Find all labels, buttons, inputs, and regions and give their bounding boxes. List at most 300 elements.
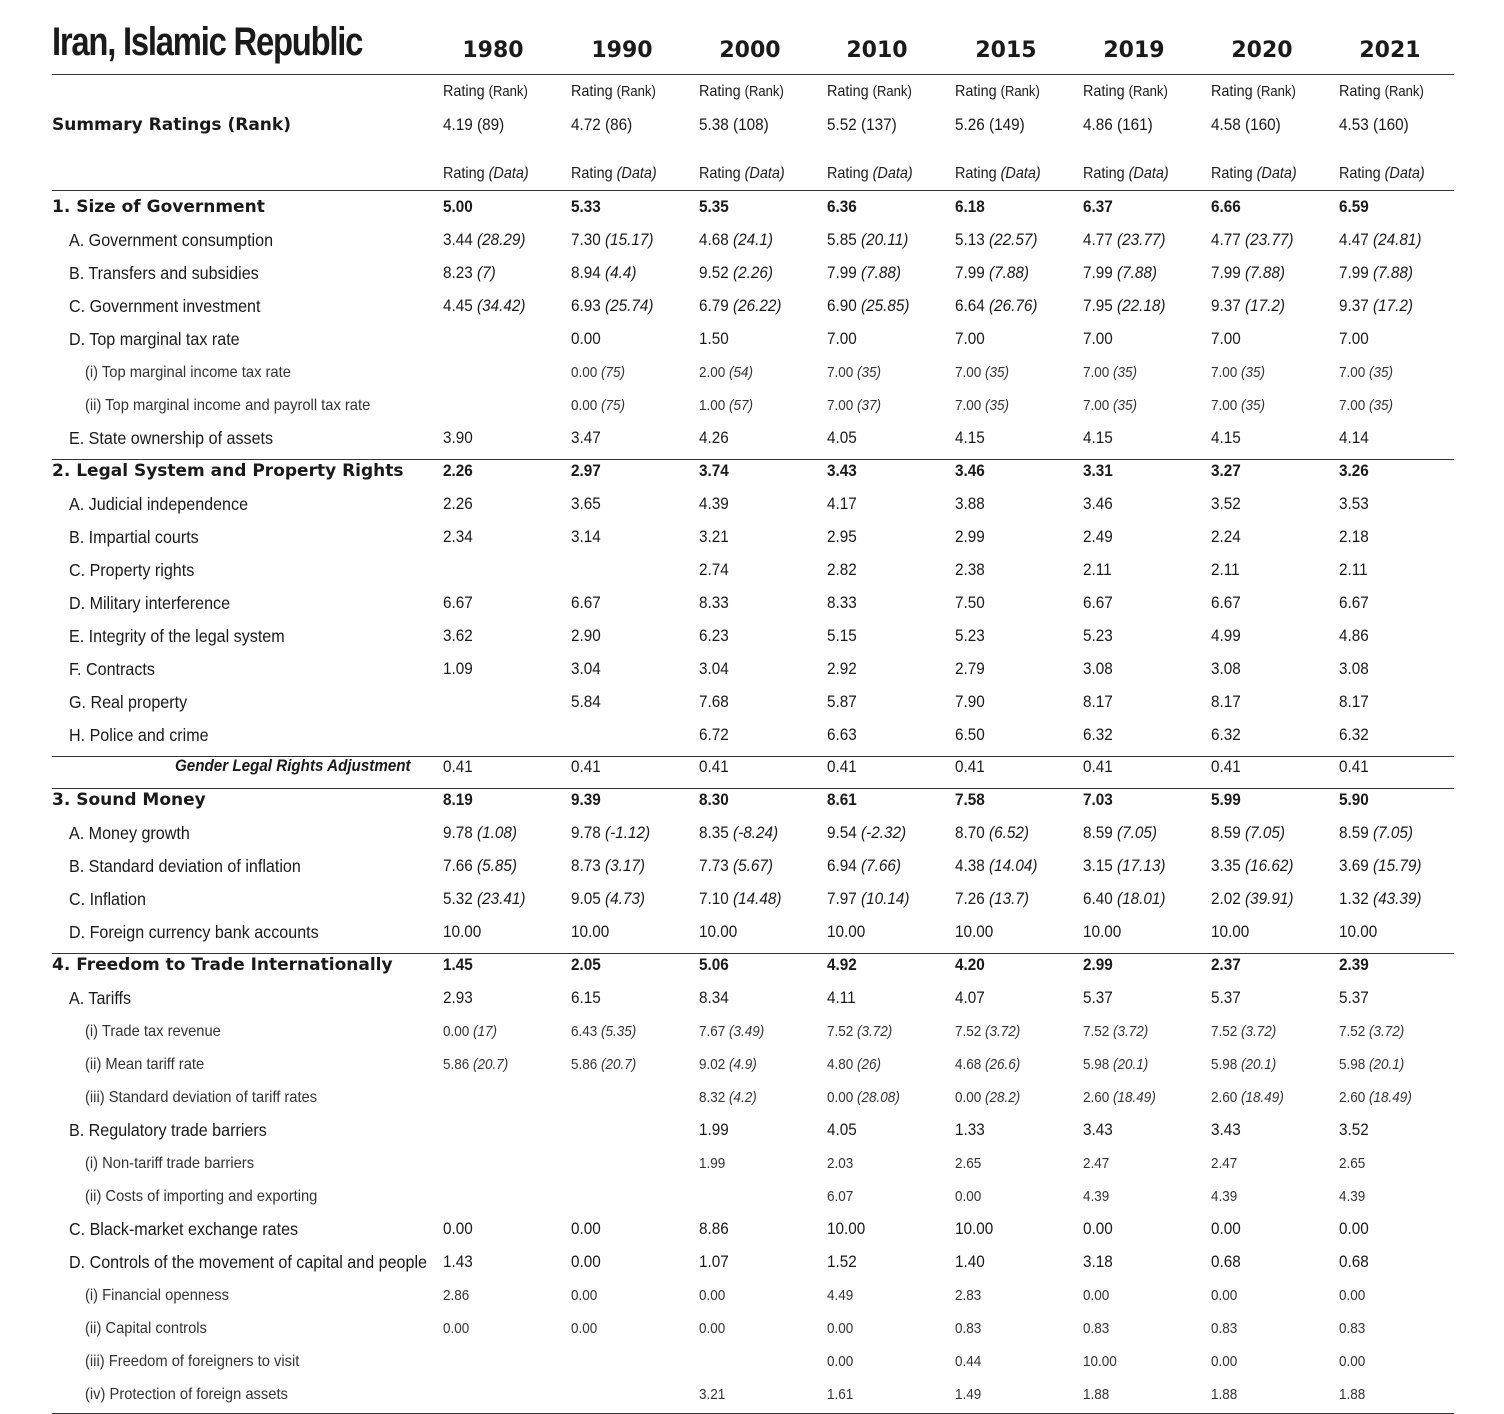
rating-value: 2.86 xyxy=(443,1287,470,1304)
rating-value: 0.00 xyxy=(699,1287,726,1304)
rating-value: 5.37 xyxy=(1211,988,1241,1007)
row-value xyxy=(955,263,1029,283)
rating-value: 0.41 xyxy=(955,757,985,776)
row-label: A. Tariffs xyxy=(69,988,132,1008)
rating-value: 1.45 xyxy=(443,955,473,974)
year-header: 2021 xyxy=(1359,38,1421,63)
summary-rank: (108) xyxy=(733,115,769,134)
rating-value: 6.72 xyxy=(699,725,729,744)
rating-value: 0.00 xyxy=(827,1353,854,1370)
rating-value: 0.68 xyxy=(1211,1252,1241,1271)
rating-value: 10.00 xyxy=(955,922,994,941)
rating-value: 0.41 xyxy=(1083,757,1113,776)
row-value xyxy=(443,922,481,942)
row-value xyxy=(443,1252,473,1272)
row-value xyxy=(571,790,601,810)
row-value xyxy=(955,889,1029,909)
row-value xyxy=(827,230,908,250)
rating-value: 8.17 xyxy=(1083,692,1113,711)
rating-value: 3.65 xyxy=(571,494,601,513)
data-value: (57) xyxy=(729,397,754,414)
row-value xyxy=(1339,692,1369,712)
row-value xyxy=(699,230,773,250)
data-value: (7.88) xyxy=(1373,263,1414,282)
row-value xyxy=(1211,230,1294,250)
row-value xyxy=(827,757,857,777)
rating-value: 0.00 xyxy=(1339,1219,1369,1238)
rating-value: 6.37 xyxy=(1083,197,1113,216)
row-label: (ii) Mean tariff rate xyxy=(85,1056,205,1073)
rating-value: 1.61 xyxy=(827,1386,854,1403)
rank-label: (Rank) xyxy=(488,84,528,100)
data-value: (18.01) xyxy=(1117,889,1166,908)
data-value: (3.72) xyxy=(1241,1023,1277,1040)
rating-value: 9.37 xyxy=(1339,296,1369,315)
row-value xyxy=(1339,1120,1369,1140)
rating-value: 5.33 xyxy=(571,197,601,216)
rating-value: 3.43 xyxy=(1083,1120,1113,1139)
row-value xyxy=(699,692,729,712)
row-value xyxy=(1339,889,1422,909)
data-value: (20.1) xyxy=(1241,1056,1277,1073)
row-value xyxy=(827,1023,892,1040)
data-value: (17.13) xyxy=(1117,856,1166,875)
rank-label: (Rank) xyxy=(1256,84,1296,100)
rating-value: 3.26 xyxy=(1339,461,1369,480)
data-value: (3.17) xyxy=(605,856,646,875)
row-value xyxy=(571,955,601,975)
rating-value: 3.46 xyxy=(1083,494,1113,513)
row-value xyxy=(827,659,857,679)
rating-value: 6.67 xyxy=(1083,593,1113,612)
rating-value: 5.06 xyxy=(699,955,729,974)
row-value xyxy=(443,263,496,283)
rating-value: 5.84 xyxy=(571,692,601,711)
row-value xyxy=(699,593,729,613)
rating-data-header xyxy=(571,165,657,183)
row-value xyxy=(1083,1089,1156,1106)
row-value xyxy=(955,428,985,448)
rating-value: 2.03 xyxy=(827,1155,854,1172)
rating-label: Rating xyxy=(827,165,869,182)
rating-value: 8.34 xyxy=(699,988,729,1007)
rating-label: Rating xyxy=(1339,165,1381,182)
rating-value: 0.68 xyxy=(1339,1252,1369,1271)
data-value: (20.11) xyxy=(861,230,909,249)
rating-rank-header xyxy=(827,83,912,101)
rating-value: 4.38 xyxy=(955,856,985,875)
data-value: (4.4) xyxy=(605,263,637,282)
row-value xyxy=(827,1353,853,1370)
rating-value: 5.98 xyxy=(1339,1056,1366,1073)
row-label: Gender Legal Rights Adjustment xyxy=(175,757,411,775)
divider-line xyxy=(52,459,1454,460)
row-value xyxy=(1339,263,1413,283)
row-value xyxy=(1211,428,1241,448)
data-value: (20.1) xyxy=(1369,1056,1405,1073)
rank-label: (Rank) xyxy=(1000,84,1040,100)
row-label: (iii) Standard deviation of tariff rates xyxy=(85,1089,318,1106)
rating-value: 1.00 xyxy=(699,397,726,414)
row-value xyxy=(955,397,1009,414)
rating-value: 5.23 xyxy=(955,626,985,645)
rating-value: 8.59 xyxy=(1211,823,1241,842)
rating-value: 7.99 xyxy=(955,263,985,282)
row-value xyxy=(1083,955,1113,975)
row-value xyxy=(827,1386,853,1403)
row-value xyxy=(955,1386,981,1403)
rating-value: 3.47 xyxy=(571,428,601,447)
rating-value: 2.34 xyxy=(443,527,473,546)
rating-value: 1.99 xyxy=(699,1120,729,1139)
summary-value xyxy=(1083,115,1153,135)
rating-value: 5.86 xyxy=(443,1056,470,1073)
row-value xyxy=(1211,725,1241,745)
row-value xyxy=(443,823,517,843)
rating-value: 0.83 xyxy=(955,1320,982,1337)
row-value xyxy=(1083,1219,1113,1239)
rating-value: 10.00 xyxy=(955,1219,994,1238)
rating-value: 1.50 xyxy=(699,329,729,348)
rating-value: 3.08 xyxy=(1339,659,1369,678)
year-header: 1980 xyxy=(462,38,524,63)
summary-rank: (161) xyxy=(1117,115,1153,134)
rating-value: 0.41 xyxy=(827,757,857,776)
row-value xyxy=(1339,461,1369,481)
row-value xyxy=(443,856,517,876)
row-value xyxy=(1339,1386,1365,1403)
row-label: (i) Top marginal income tax rate xyxy=(85,364,291,381)
year-header: 2019 xyxy=(1103,38,1165,63)
rating-value: 6.50 xyxy=(955,725,985,744)
rating-value: 8.86 xyxy=(699,1219,729,1238)
row-value xyxy=(699,1023,764,1040)
rating-value: 6.43 xyxy=(571,1023,598,1040)
row-value xyxy=(827,461,857,481)
divider-line xyxy=(52,788,1454,789)
row-value xyxy=(1083,263,1157,283)
rating-value: 2.11 xyxy=(1211,560,1240,579)
rating-value: 2.83 xyxy=(955,1287,982,1304)
rating-value: 2.00 xyxy=(699,364,726,381)
rating-value: 3.69 xyxy=(1339,856,1369,875)
row-value xyxy=(955,725,985,745)
rating-value: 4.39 xyxy=(699,494,729,513)
rating-value: 2.47 xyxy=(1211,1155,1238,1172)
rating-value: 5.98 xyxy=(1083,1056,1110,1073)
data-value: (43.39) xyxy=(1373,889,1422,908)
rating-value: 7.00 xyxy=(1083,397,1110,414)
rating-value: 7.73 xyxy=(699,856,729,875)
row-value xyxy=(1339,757,1369,777)
row-value xyxy=(443,428,473,448)
row-value xyxy=(955,1353,981,1370)
row-value xyxy=(1339,1353,1365,1370)
row-value xyxy=(571,988,601,1008)
data-value: (3.72) xyxy=(1113,1023,1149,1040)
row-value xyxy=(955,329,985,349)
row-value xyxy=(827,1089,900,1106)
row-value xyxy=(571,329,601,349)
row-value xyxy=(1339,955,1369,975)
rating-value: 4.68 xyxy=(955,1056,982,1073)
summary-value xyxy=(443,115,504,135)
rating-value: 7.99 xyxy=(1083,263,1113,282)
row-value xyxy=(699,1252,729,1272)
rating-value: 9.02 xyxy=(699,1056,726,1073)
rating-value: 0.00 xyxy=(443,1219,473,1238)
row-value xyxy=(955,626,985,646)
data-value: (14.48) xyxy=(733,889,782,908)
rating-value: 9.37 xyxy=(1211,296,1241,315)
data-label: (Data) xyxy=(1384,165,1425,182)
rating-value: 8.59 xyxy=(1339,823,1369,842)
row-value xyxy=(1339,494,1369,514)
rating-value: 8.17 xyxy=(1339,692,1369,711)
rating-value: 0.41 xyxy=(1211,757,1241,776)
rating-value: 3.08 xyxy=(1211,659,1241,678)
data-value: (17) xyxy=(473,1023,498,1040)
row-value xyxy=(571,296,654,316)
row-value xyxy=(571,1252,601,1272)
row-value xyxy=(1211,790,1241,810)
data-value: (18.49) xyxy=(1113,1089,1156,1106)
data-value: (7.66) xyxy=(861,856,902,875)
rating-value: 3.52 xyxy=(1211,494,1241,513)
rating-data-header xyxy=(1211,165,1297,183)
data-value: (-1.12) xyxy=(605,823,651,842)
rating-label: Rating xyxy=(699,83,741,100)
row-value xyxy=(571,1023,636,1040)
data-value: (35) xyxy=(985,397,1010,414)
summary-value xyxy=(699,115,769,135)
data-label: (Data) xyxy=(1128,165,1169,182)
rating-value: 0.00 xyxy=(1211,1219,1241,1238)
data-value: (15.79) xyxy=(1373,856,1422,875)
row-label: B. Regulatory trade barriers xyxy=(69,1120,267,1140)
rating-data-header xyxy=(699,165,785,183)
rating-value: 3.74 xyxy=(699,461,729,480)
year-header: 2020 xyxy=(1231,38,1293,63)
rating-value: 3.15 xyxy=(1083,856,1113,875)
rating-value: 4.86 xyxy=(1339,626,1369,645)
row-value xyxy=(1211,1219,1241,1239)
row-value xyxy=(1083,1287,1109,1304)
row-value xyxy=(955,560,985,580)
data-value: (35) xyxy=(1369,397,1394,414)
summary-rating: 4.86 xyxy=(1083,115,1113,134)
row-value xyxy=(699,560,729,580)
row-value xyxy=(1339,823,1413,843)
row-value xyxy=(1211,364,1265,381)
rating-value: 4.39 xyxy=(1083,1188,1110,1205)
rank-label: (Rank) xyxy=(744,84,784,100)
row-value xyxy=(1339,560,1368,580)
row-value xyxy=(955,593,985,613)
row-label: G. Real property xyxy=(69,692,188,712)
rating-data-header xyxy=(1083,165,1169,183)
data-value: (20.1) xyxy=(1113,1056,1149,1073)
row-value xyxy=(1339,626,1369,646)
rating-value: 6.15 xyxy=(571,988,601,1007)
rating-value: 6.63 xyxy=(827,725,857,744)
row-value xyxy=(1083,593,1113,613)
row-value xyxy=(955,1287,981,1304)
rating-value: 7.52 xyxy=(1339,1023,1366,1040)
rating-value: 5.37 xyxy=(1083,988,1113,1007)
rating-value: 0.00 xyxy=(443,1023,470,1040)
data-value: (7.88) xyxy=(861,263,902,282)
rating-value: 4.14 xyxy=(1339,428,1369,447)
data-value: (7.05) xyxy=(1245,823,1286,842)
row-value xyxy=(955,527,985,547)
rating-value: 7.52 xyxy=(955,1023,982,1040)
rating-value: 4.80 xyxy=(827,1056,854,1073)
row-value xyxy=(1211,527,1241,547)
rating-value: 8.33 xyxy=(827,593,857,612)
summary-label: Summary Ratings (Rank) xyxy=(52,115,291,135)
rating-rank-header xyxy=(1339,83,1424,101)
rating-value: 4.92 xyxy=(827,955,857,974)
rating-value: 4.68 xyxy=(699,230,729,249)
rating-value: 5.00 xyxy=(443,197,473,216)
row-value xyxy=(571,527,601,547)
row-label: A. Money growth xyxy=(69,823,190,843)
rating-value: 6.79 xyxy=(699,296,729,315)
rating-value: 0.00 xyxy=(955,1188,982,1205)
row-value xyxy=(1083,230,1166,250)
summary-rank: (86) xyxy=(605,115,633,134)
row-value xyxy=(955,1155,981,1172)
row-value xyxy=(699,527,729,547)
row-value xyxy=(827,397,881,414)
data-value: (37) xyxy=(857,397,882,414)
rating-value: 7.00 xyxy=(827,397,854,414)
rating-data-header xyxy=(827,165,913,183)
data-value: (24.81) xyxy=(1373,230,1422,249)
data-value: (24.1) xyxy=(733,230,774,249)
rating-value: 5.87 xyxy=(827,692,857,711)
row-value xyxy=(443,296,526,316)
rating-value: 0.83 xyxy=(1339,1320,1366,1337)
rating-value: 0.00 xyxy=(571,1252,601,1271)
rating-value: 0.00 xyxy=(571,1219,601,1238)
rating-value: 6.64 xyxy=(955,296,985,315)
data-value: (23.77) xyxy=(1245,230,1294,249)
rating-value: 2.95 xyxy=(827,527,857,546)
rating-value: 2.11 xyxy=(1083,560,1112,579)
row-value xyxy=(571,263,637,283)
rating-value: 7.00 xyxy=(1339,364,1366,381)
row-value xyxy=(1339,593,1369,613)
row-value xyxy=(1339,1188,1365,1205)
rating-value: 7.10 xyxy=(699,889,729,908)
rating-value: 0.00 xyxy=(955,1089,982,1106)
row-label: (ii) Costs of importing and exporting xyxy=(85,1188,318,1205)
row-value xyxy=(1083,1155,1109,1172)
rating-value: 8.35 xyxy=(699,823,729,842)
rating-rank-header xyxy=(1211,83,1296,101)
row-value xyxy=(1083,922,1121,942)
rating-value: 0.00 xyxy=(571,329,601,348)
row-value xyxy=(1211,626,1241,646)
row-value xyxy=(443,1219,473,1239)
row-label: D. Foreign currency bank accounts xyxy=(69,922,319,942)
rating-value: 7.97 xyxy=(827,889,857,908)
row-value xyxy=(443,757,473,777)
row-value xyxy=(1339,1252,1369,1272)
rating-value: 3.21 xyxy=(699,1386,726,1403)
rating-value: 5.37 xyxy=(1339,988,1369,1007)
rating-value: 2.37 xyxy=(1211,955,1241,974)
summary-value xyxy=(1339,115,1409,135)
row-value xyxy=(1083,397,1137,414)
rating-label: Rating xyxy=(699,165,741,182)
row-label: C. Black-market exchange rates xyxy=(69,1219,299,1239)
row-value xyxy=(699,263,773,283)
row-value xyxy=(571,626,601,646)
row-value xyxy=(827,1155,853,1172)
row-value xyxy=(827,593,857,613)
rating-value: 6.32 xyxy=(1211,725,1241,744)
rank-label: (Rank) xyxy=(872,84,912,100)
row-value xyxy=(955,1252,985,1272)
data-label: (Data) xyxy=(488,165,529,182)
rating-data-header xyxy=(1339,165,1425,183)
data-value: (22.57) xyxy=(989,230,1038,249)
data-value: (23.41) xyxy=(477,889,526,908)
data-value: (23.77) xyxy=(1117,230,1166,249)
row-value xyxy=(1339,1155,1365,1172)
rating-value: 7.00 xyxy=(827,364,854,381)
row-value xyxy=(1083,1188,1109,1205)
rating-value: 5.99 xyxy=(1211,790,1241,809)
year-header: 2000 xyxy=(719,38,781,63)
rating-value: 3.43 xyxy=(827,461,857,480)
row-label: (i) Financial openness xyxy=(85,1287,230,1304)
row-value xyxy=(699,626,729,646)
rating-value: 10.00 xyxy=(827,922,866,941)
rating-value: 7.50 xyxy=(955,593,985,612)
rating-value: 7.00 xyxy=(955,329,985,348)
row-value xyxy=(1083,560,1112,580)
row-value xyxy=(699,757,729,777)
rating-value: 4.26 xyxy=(699,428,729,447)
row-value xyxy=(1339,397,1393,414)
rating-value: 8.19 xyxy=(443,790,473,809)
row-value xyxy=(1211,397,1265,414)
year-header: 1990 xyxy=(591,38,653,63)
rating-value: 0.00 xyxy=(1211,1287,1238,1304)
summary-rating: 4.58 xyxy=(1211,115,1241,134)
rating-value: 7.58 xyxy=(955,790,985,809)
rating-value: 2.24 xyxy=(1211,527,1241,546)
row-value xyxy=(1083,364,1137,381)
data-label: (Data) xyxy=(1256,165,1297,182)
rating-value: 0.00 xyxy=(443,1320,470,1337)
row-value xyxy=(1339,1089,1412,1106)
row-value xyxy=(1339,922,1377,942)
row-value xyxy=(827,1252,857,1272)
row-value xyxy=(827,1287,853,1304)
rating-value: 0.41 xyxy=(571,757,601,776)
data-value: (18.49) xyxy=(1369,1089,1412,1106)
data-value: (28.08) xyxy=(857,1089,900,1106)
row-value xyxy=(827,823,906,843)
row-value xyxy=(1083,823,1157,843)
summary-rank: (160) xyxy=(1373,115,1409,134)
rating-value: 4.47 xyxy=(1339,230,1369,249)
